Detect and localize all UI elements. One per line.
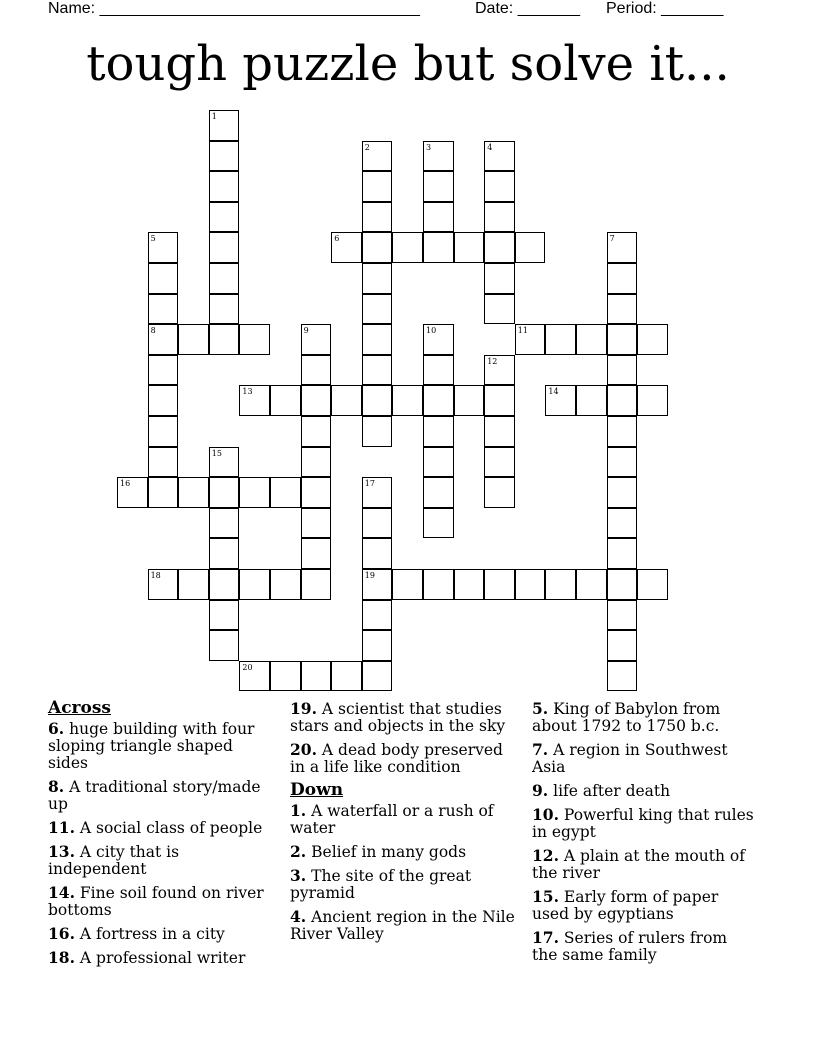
clue-number: 19 (364, 571, 375, 580)
clue-down-10: 10. Powerful king that rules in egypt (532, 805, 754, 841)
crossword-cell[interactable] (301, 416, 332, 447)
date-field-label: Date: _______ (475, 0, 580, 17)
period-field-label: Period: _______ (606, 0, 724, 17)
crossword-cell[interactable] (362, 232, 393, 263)
crossword-cell[interactable] (607, 324, 638, 355)
clue-across-18: 18. A professional writer (48, 948, 246, 967)
crossword-cell[interactable] (209, 630, 240, 661)
crossword-cell[interactable] (545, 385, 576, 416)
crossword-cell[interactable] (484, 141, 515, 172)
crossword-cell[interactable] (209, 263, 240, 294)
across-heading: Across (48, 698, 111, 718)
crossword-cell[interactable] (423, 232, 454, 263)
crossword-cell[interactable] (148, 355, 179, 386)
crossword-cell[interactable] (637, 385, 668, 416)
crossword-cell[interactable] (209, 294, 240, 325)
clue-down-12: 12. A plain at the mouth of the river (532, 846, 745, 882)
crossword-cell[interactable] (148, 416, 179, 447)
crossword-cell[interactable] (148, 385, 179, 416)
down-heading: Down (290, 780, 344, 800)
clue-down-15: 15. Early form of paper used by egyptians (532, 887, 719, 923)
crossword-cell[interactable] (637, 324, 668, 355)
crossword-cell[interactable] (362, 263, 393, 294)
crossword-cell[interactable] (209, 569, 240, 600)
crossword-cell[interactable] (270, 661, 301, 692)
clue-across-19: 19. A scientist that studies stars and objects in the sky (290, 699, 506, 735)
clue-number: 3 (426, 142, 432, 152)
crossword-cell[interactable] (607, 477, 638, 508)
crossword-cell[interactable] (362, 416, 393, 447)
crossword-cell[interactable] (484, 385, 515, 416)
crossword-cell[interactable] (148, 447, 179, 478)
clue-column-2 (290, 700, 515, 949)
clue-number: 9 (303, 326, 309, 336)
crossword-cell[interactable] (362, 508, 393, 539)
clue-number: 5 (150, 234, 156, 244)
clue-number: 1 (211, 112, 217, 121)
clue-column-3 (532, 700, 757, 970)
crossword-cell[interactable] (362, 355, 393, 386)
crossword-cell[interactable] (301, 324, 332, 355)
crossword-cell[interactable] (484, 171, 515, 202)
clue-number: 6 (334, 234, 340, 244)
crossword-cell[interactable] (178, 324, 209, 355)
crossword-cell[interactable] (362, 600, 393, 631)
clue-number: 2 (364, 142, 370, 152)
crossword-cell[interactable] (362, 294, 393, 325)
crossword-cell[interactable] (239, 661, 270, 692)
crossword-cell[interactable] (362, 477, 393, 508)
crossword-cell[interactable] (148, 263, 179, 294)
crossword-cell[interactable] (607, 355, 638, 386)
crossword-cell[interactable] (209, 477, 240, 508)
clue-number: 7 (609, 234, 615, 244)
crossword-cell[interactable] (576, 569, 607, 600)
crossword-cell[interactable] (515, 232, 546, 263)
crossword-cell[interactable] (515, 324, 546, 355)
clue-number: 12 (487, 356, 498, 366)
crossword-cell[interactable] (301, 508, 332, 539)
crossword-cell[interactable] (362, 569, 393, 600)
crossword-cell[interactable] (484, 569, 515, 600)
clue-across-11: 11. A social class of people (48, 818, 263, 837)
crossword-cell[interactable] (515, 569, 546, 600)
crossword-cell[interactable] (607, 569, 638, 600)
crossword-cell[interactable] (576, 324, 607, 355)
crossword-cell[interactable] (576, 385, 607, 416)
clue-column-1 (48, 700, 273, 973)
crossword-cell[interactable] (607, 447, 638, 478)
clue-number: 10 (426, 326, 437, 336)
crossword-cell[interactable] (301, 355, 332, 386)
crossword-cell[interactable] (362, 141, 393, 172)
crossword-cell[interactable] (301, 447, 332, 478)
crossword-cell[interactable] (423, 508, 454, 539)
crossword-cell[interactable] (148, 569, 179, 600)
clue-down-5: 5. King of Babylon from about 1792 to 1750 b.c. (532, 699, 721, 735)
crossword-cell[interactable] (484, 232, 515, 263)
crossword-cell[interactable] (331, 661, 362, 692)
crossword-cell[interactable] (331, 232, 362, 263)
crossword-cell[interactable] (301, 385, 332, 416)
clue-across-8: 8. A traditional story/made up (48, 777, 261, 813)
clue-down-9: 9. life after death (532, 781, 671, 800)
clue-across-6: 6. huge building with four sloping triangle shaped sides (48, 719, 255, 772)
clue-number: 8 (150, 326, 156, 336)
clue-number: 20 (242, 662, 253, 672)
crossword-cell[interactable] (362, 661, 393, 692)
crossword-cell[interactable] (454, 232, 485, 263)
clue-number: 15 (211, 448, 222, 458)
clue-down-17: 17. Series of rulers from the same family (532, 928, 728, 964)
clue-across-14: 14. Fine soil found on river bottoms (48, 883, 264, 919)
crossword-cell[interactable] (362, 630, 393, 661)
crossword-cell[interactable] (270, 569, 301, 600)
puzzle-title: tough puzzle but solve it... (86, 36, 730, 92)
crossword-cell[interactable] (423, 385, 454, 416)
crossword-cell[interactable] (148, 294, 179, 325)
crossword-cell[interactable] (423, 416, 454, 447)
crossword-cell[interactable] (362, 385, 393, 416)
crossword-cell[interactable] (607, 263, 638, 294)
clue-number: 11 (517, 326, 528, 336)
clue-down-7: 7. A region in Southwest Asia (532, 740, 728, 776)
crossword-cell[interactable] (148, 232, 179, 263)
crossword-cell[interactable] (209, 324, 240, 355)
crossword-cell[interactable] (331, 385, 362, 416)
crossword-cell[interactable] (423, 324, 454, 355)
clue-number: 13 (242, 387, 253, 397)
crossword-cell[interactable] (239, 385, 270, 416)
crossword-cell[interactable] (484, 447, 515, 478)
crossword-cell[interactable] (239, 477, 270, 508)
crossword-cell[interactable] (209, 171, 240, 202)
crossword-cell[interactable] (392, 232, 423, 263)
clue-down-2: 2. Belief in many gods (290, 842, 467, 861)
crossword-cell[interactable] (607, 661, 638, 692)
crossword-cell[interactable] (362, 538, 393, 569)
crossword-cell[interactable] (423, 355, 454, 386)
crossword-cell[interactable] (270, 385, 301, 416)
crossword-cell[interactable] (607, 294, 638, 325)
name-field-label: Name: ____________________________________ (48, 0, 420, 17)
crossword-cell[interactable] (301, 477, 332, 508)
crossword-cell[interactable] (607, 385, 638, 416)
crossword-cell[interactable] (209, 110, 240, 141)
crossword-cell[interactable] (209, 600, 240, 631)
crossword-cell[interactable] (178, 569, 209, 600)
crossword-cell[interactable] (392, 385, 423, 416)
clue-number: 16 (120, 479, 131, 489)
clue-across-13: 13. A city that is independent (48, 842, 180, 878)
crossword-cell[interactable] (362, 171, 393, 202)
clue-across-16: 16. A fortress in a city (48, 924, 225, 943)
crossword-cell[interactable] (423, 141, 454, 172)
crossword-cell[interactable] (484, 416, 515, 447)
crossword-cell[interactable] (454, 385, 485, 416)
crossword-cell[interactable] (362, 202, 393, 233)
crossword-cell[interactable] (607, 538, 638, 569)
clue-across-20: 20. A dead body preserved in a life like condition (290, 740, 503, 776)
clue-number: 17 (364, 479, 375, 489)
crossword-cell[interactable] (239, 569, 270, 600)
crossword-cell[interactable] (545, 569, 576, 600)
crossword-cell[interactable] (484, 355, 515, 386)
crossword-cell[interactable] (484, 263, 515, 294)
crossword-cell[interactable] (607, 508, 638, 539)
crossword-cell[interactable] (423, 569, 454, 600)
crossword-cell[interactable] (301, 538, 332, 569)
crossword-cell[interactable] (148, 324, 179, 355)
crossword-cell[interactable] (301, 661, 332, 692)
crossword-cell[interactable] (209, 508, 240, 539)
clue-down-1: 1. A waterfall or a rush of water (290, 801, 494, 837)
crossword-cell[interactable] (484, 294, 515, 325)
crossword-cell[interactable] (607, 630, 638, 661)
crossword-cell[interactable] (362, 324, 393, 355)
crossword-cell[interactable] (239, 324, 270, 355)
clue-number: 18 (150, 571, 161, 580)
crossword-cell[interactable] (637, 569, 668, 600)
crossword-cell[interactable] (209, 141, 240, 172)
crossword-cell[interactable] (178, 477, 209, 508)
crossword-cell[interactable] (392, 569, 423, 600)
crossword-cell[interactable] (209, 538, 240, 569)
crossword-cell[interactable] (423, 171, 454, 202)
crossword-cell[interactable] (423, 477, 454, 508)
crossword-cell[interactable] (607, 416, 638, 447)
crossword-cell[interactable] (484, 477, 515, 508)
crossword-cell[interactable] (545, 324, 576, 355)
crossword-cell[interactable] (209, 232, 240, 263)
clue-down-3: 3. The site of the great pyramid (290, 866, 472, 902)
crossword-cell[interactable] (301, 569, 332, 600)
crossword-cell[interactable] (607, 600, 638, 631)
clue-down-4: 4. Ancient region in the Nile River Valley (290, 907, 515, 943)
crossword-cell[interactable] (209, 202, 240, 233)
crossword-cell[interactable] (148, 477, 179, 508)
crossword-cell[interactable] (209, 447, 240, 478)
clue-number: 4 (487, 142, 493, 152)
crossword-cell[interactable] (423, 447, 454, 478)
crossword-cell[interactable] (607, 232, 638, 263)
crossword-cell[interactable] (484, 202, 515, 233)
clue-number: 14 (548, 387, 559, 397)
crossword-cell[interactable] (454, 569, 485, 600)
crossword-cell[interactable] (270, 477, 301, 508)
crossword-cell[interactable] (423, 202, 454, 233)
crossword-cell[interactable] (117, 477, 148, 508)
